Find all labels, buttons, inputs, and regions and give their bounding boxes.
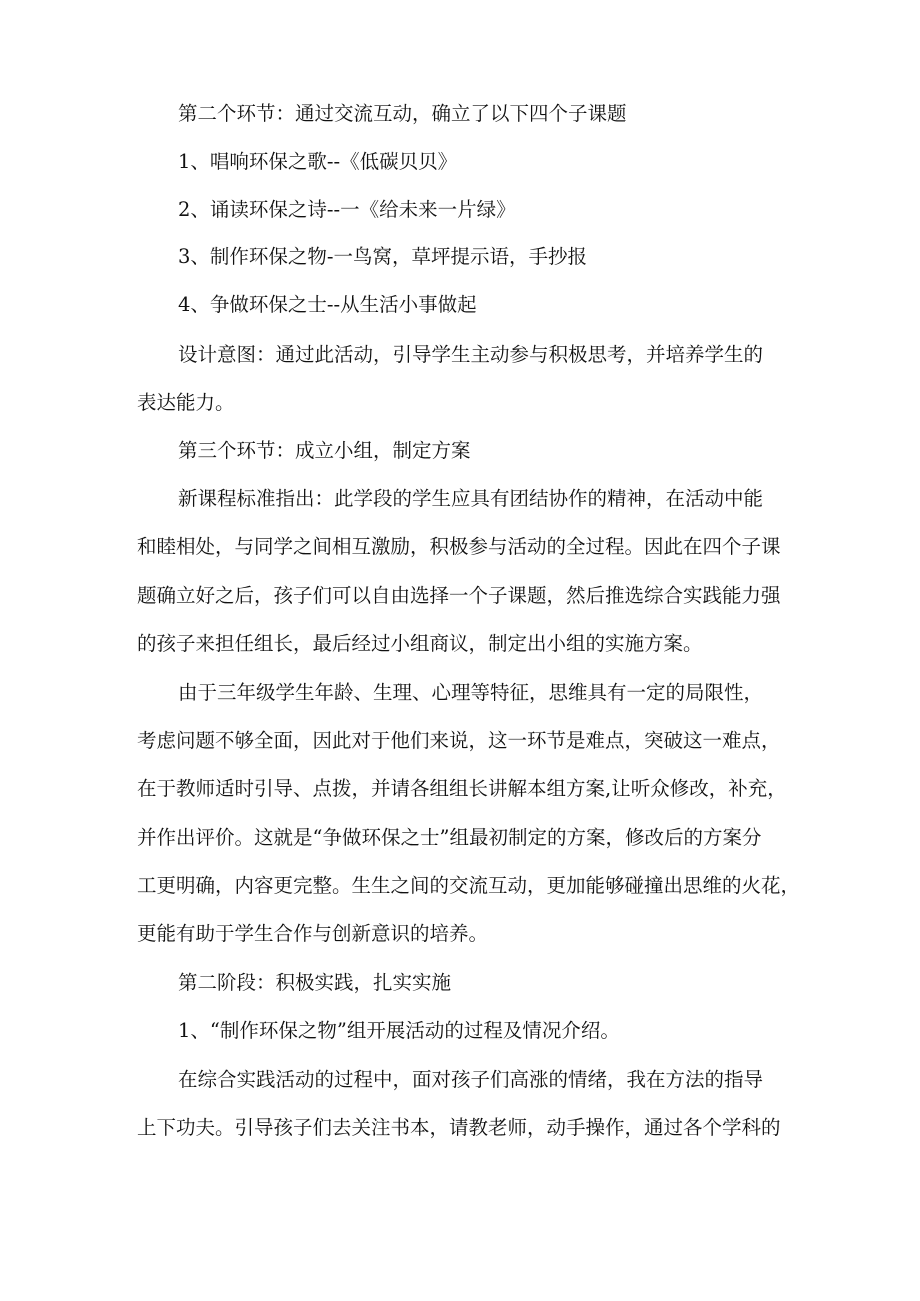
paragraph-difficulty-line-1: 由于三年级学生年龄、生理、心理等特征，思维具有一定的局限性， [178, 681, 764, 704]
design-intent-line-2: 表达能力。 [137, 391, 235, 414]
stage-two-item-1: 1、“制作环保之物”组开展活动的过程及情况介绍。 [178, 1019, 620, 1042]
section-heading-step-two: 第二个环节：通过交流互动，确立了以下四个子课题 [178, 102, 627, 125]
subtopic-item-2: 2、诵读环保之诗--一《给未来一片绿》 [178, 198, 516, 221]
paragraph-practice-line-2: 上下功夫。引导孩子们去关注书本，请教老师，动手操作，通过各个学科的 [137, 1116, 781, 1139]
subtopic-item-3: 3、制作环保之物-一鸟窝，草坪提示语，手抄报 [178, 245, 587, 268]
subtopic-item-1: 1、唱响环保之歌--《低碳贝贝》 [178, 150, 458, 173]
section-heading-stage-two: 第二阶段：积极实践，扎实实施 [178, 971, 452, 994]
section-heading-step-three: 第三个环节：成立小组，制定方案 [178, 439, 471, 462]
paragraph-difficulty-line-4: 并作出评价。这就是“争做环保之士”组最初制定的方案，修改后的方案分 [137, 826, 762, 849]
paragraph-standard-line-2: 和睦相处，与同学之间相互激励，积极参与活动的全过程。因此在四个子课 [137, 535, 781, 558]
paragraph-difficulty-line-3: 在于教师适时引导、点拨，并请各组组长讲解本组方案,让听众修改，补充， [137, 777, 787, 800]
paragraph-standard-line-1: 新课程标准指出：此学段的学生应具有团结协作的精神，在活动中能 [178, 487, 764, 510]
paragraph-standard-line-4: 的孩子来担任组长，最后经过小组商议，制定出小组的实施方案。 [137, 632, 703, 655]
paragraph-practice-line-1: 在综合实践活动的过程中，面对孩子们高涨的情绪，我在方法的指导 [178, 1068, 764, 1091]
paragraph-difficulty-line-5: 工更明确，内容更完整。生生之间的交流互动，更加能够碰撞出思维的火花， [137, 874, 801, 897]
design-intent-line-1: 设计意图：通过此活动，引导学生主动参与积极思考，并培养学生的 [178, 343, 764, 366]
subtopic-item-4: 4、争做环保之士--从生活小事做起 [178, 293, 477, 316]
paragraph-standard-line-3: 题确立好之后，孩子们可以自由选择一个子课题，然后推选综合实践能力强 [137, 584, 781, 607]
paragraph-difficulty-line-2: 考虑问题不够全面，因此对于他们来说，这一环节是难点，突破这一难点， [137, 729, 781, 752]
paragraph-difficulty-line-6: 更能有助于学生合作与创新意识的培养。 [137, 922, 489, 945]
